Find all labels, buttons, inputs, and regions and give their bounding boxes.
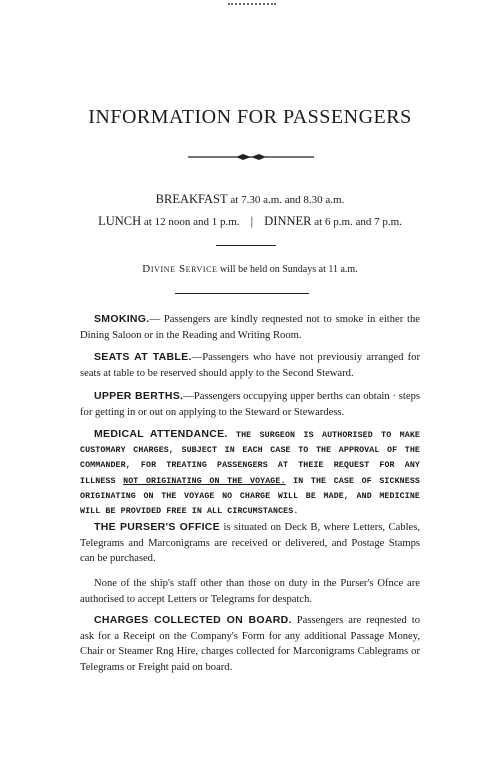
breakfast-time: at 7.30 a.m. and 8.30 a.m. (227, 194, 345, 206)
smoking-heading: SMOKING. (94, 313, 150, 325)
medical-text-a: THE SURGEON IS AUTHORISED TO MAKE CUSTOMARY CHARGES, SUBJECT IN EACH CASE TO THE APPROVAL OF THE COMMANDER, FOR TREATING PASSENGERS AT THEIE REQUEST FOR ANY ILLNESS (80, 431, 420, 486)
lunch-dinner-line (0, 214, 500, 229)
divine-service-line (0, 263, 500, 275)
breakfast-label: BREAKFAST (155, 192, 228, 206)
lunch-label: LUNCH (98, 214, 142, 228)
medical-paragraph (80, 427, 420, 519)
berths-paragraph (80, 389, 420, 420)
meal-separator: | (250, 214, 254, 228)
berths-heading: UPPER BERTHS. (94, 390, 184, 402)
divider-long (175, 293, 309, 294)
seats-paragraph (80, 350, 420, 381)
charges-heading: CHARGES COLLECTED ON BOARD. (94, 614, 292, 626)
top-ornament (228, 0, 276, 5)
dinner-label: DINNER (264, 214, 312, 228)
smoking-paragraph (80, 312, 420, 343)
title-ornament-rule (188, 152, 314, 162)
divine-service-label: Divine Service (142, 263, 218, 275)
dinner-time: at 6 p.m. and 7 p.m. (311, 216, 402, 228)
divine-service-text: will be held on Sundays at 11 a.m. (217, 264, 358, 275)
breakfast-line (0, 192, 500, 207)
purser-text: is situated on Deck B, where Letters, Cables, Telegrams and Marconigrams are received or delivered, and Postage Stamps can be purchased. (80, 522, 420, 564)
medical-underlined: NOT ORIGINATING ON THE VOYAGE. (123, 476, 286, 486)
staff-note-paragraph: None of the ship's staff other than those on duty in the Purser's Ofnce are authorised to accept Letters or Telegrams for despatch. (80, 578, 420, 605)
charges-text: Passengers are reqnested to ask for a Receipt on the Company's Form for any additional Passage Money, Chair or Steamer Rng Hire, charges collected for Marconigrams Cablegrams or Telegrams or Freight paid on board. (80, 615, 421, 673)
berths-text: —Passengers occupying upper berths can obtain · steps for getting in or out on applying to the Steward or Stewardess. (80, 391, 420, 418)
divider-short (216, 245, 276, 246)
page-title: INFORMATION FOR PASSENGERS (88, 106, 412, 128)
purser-heading: THE PURSER'S OFFICE (94, 521, 220, 533)
smoking-text: — Passengers are kindly reqnested not to smoke in either the Dining Saloon or in the Reading and Writing Room. (80, 314, 420, 341)
seats-text: —Passengers who have not previousiy arranged for seats at table to be reserved should apply to the Second Steward. (80, 352, 420, 379)
purser-paragraph (80, 520, 420, 567)
seats-heading: SEATS AT TABLE. (94, 351, 192, 363)
medical-heading: MEDICAL ATTENDANCE. (94, 428, 228, 440)
lunch-time: at 12 noon and 1 p.m. (141, 216, 240, 228)
medical-text-b: IN THE CASE OF SICKNESS ORIGINATING ON THE VOYAGE NO CHARGE WILL BE MADE, AND MEDICINE WILL BE PROVIDED FREE IN ALL CIRCUMSTANCES. (80, 476, 420, 517)
charges-paragraph (80, 613, 420, 675)
